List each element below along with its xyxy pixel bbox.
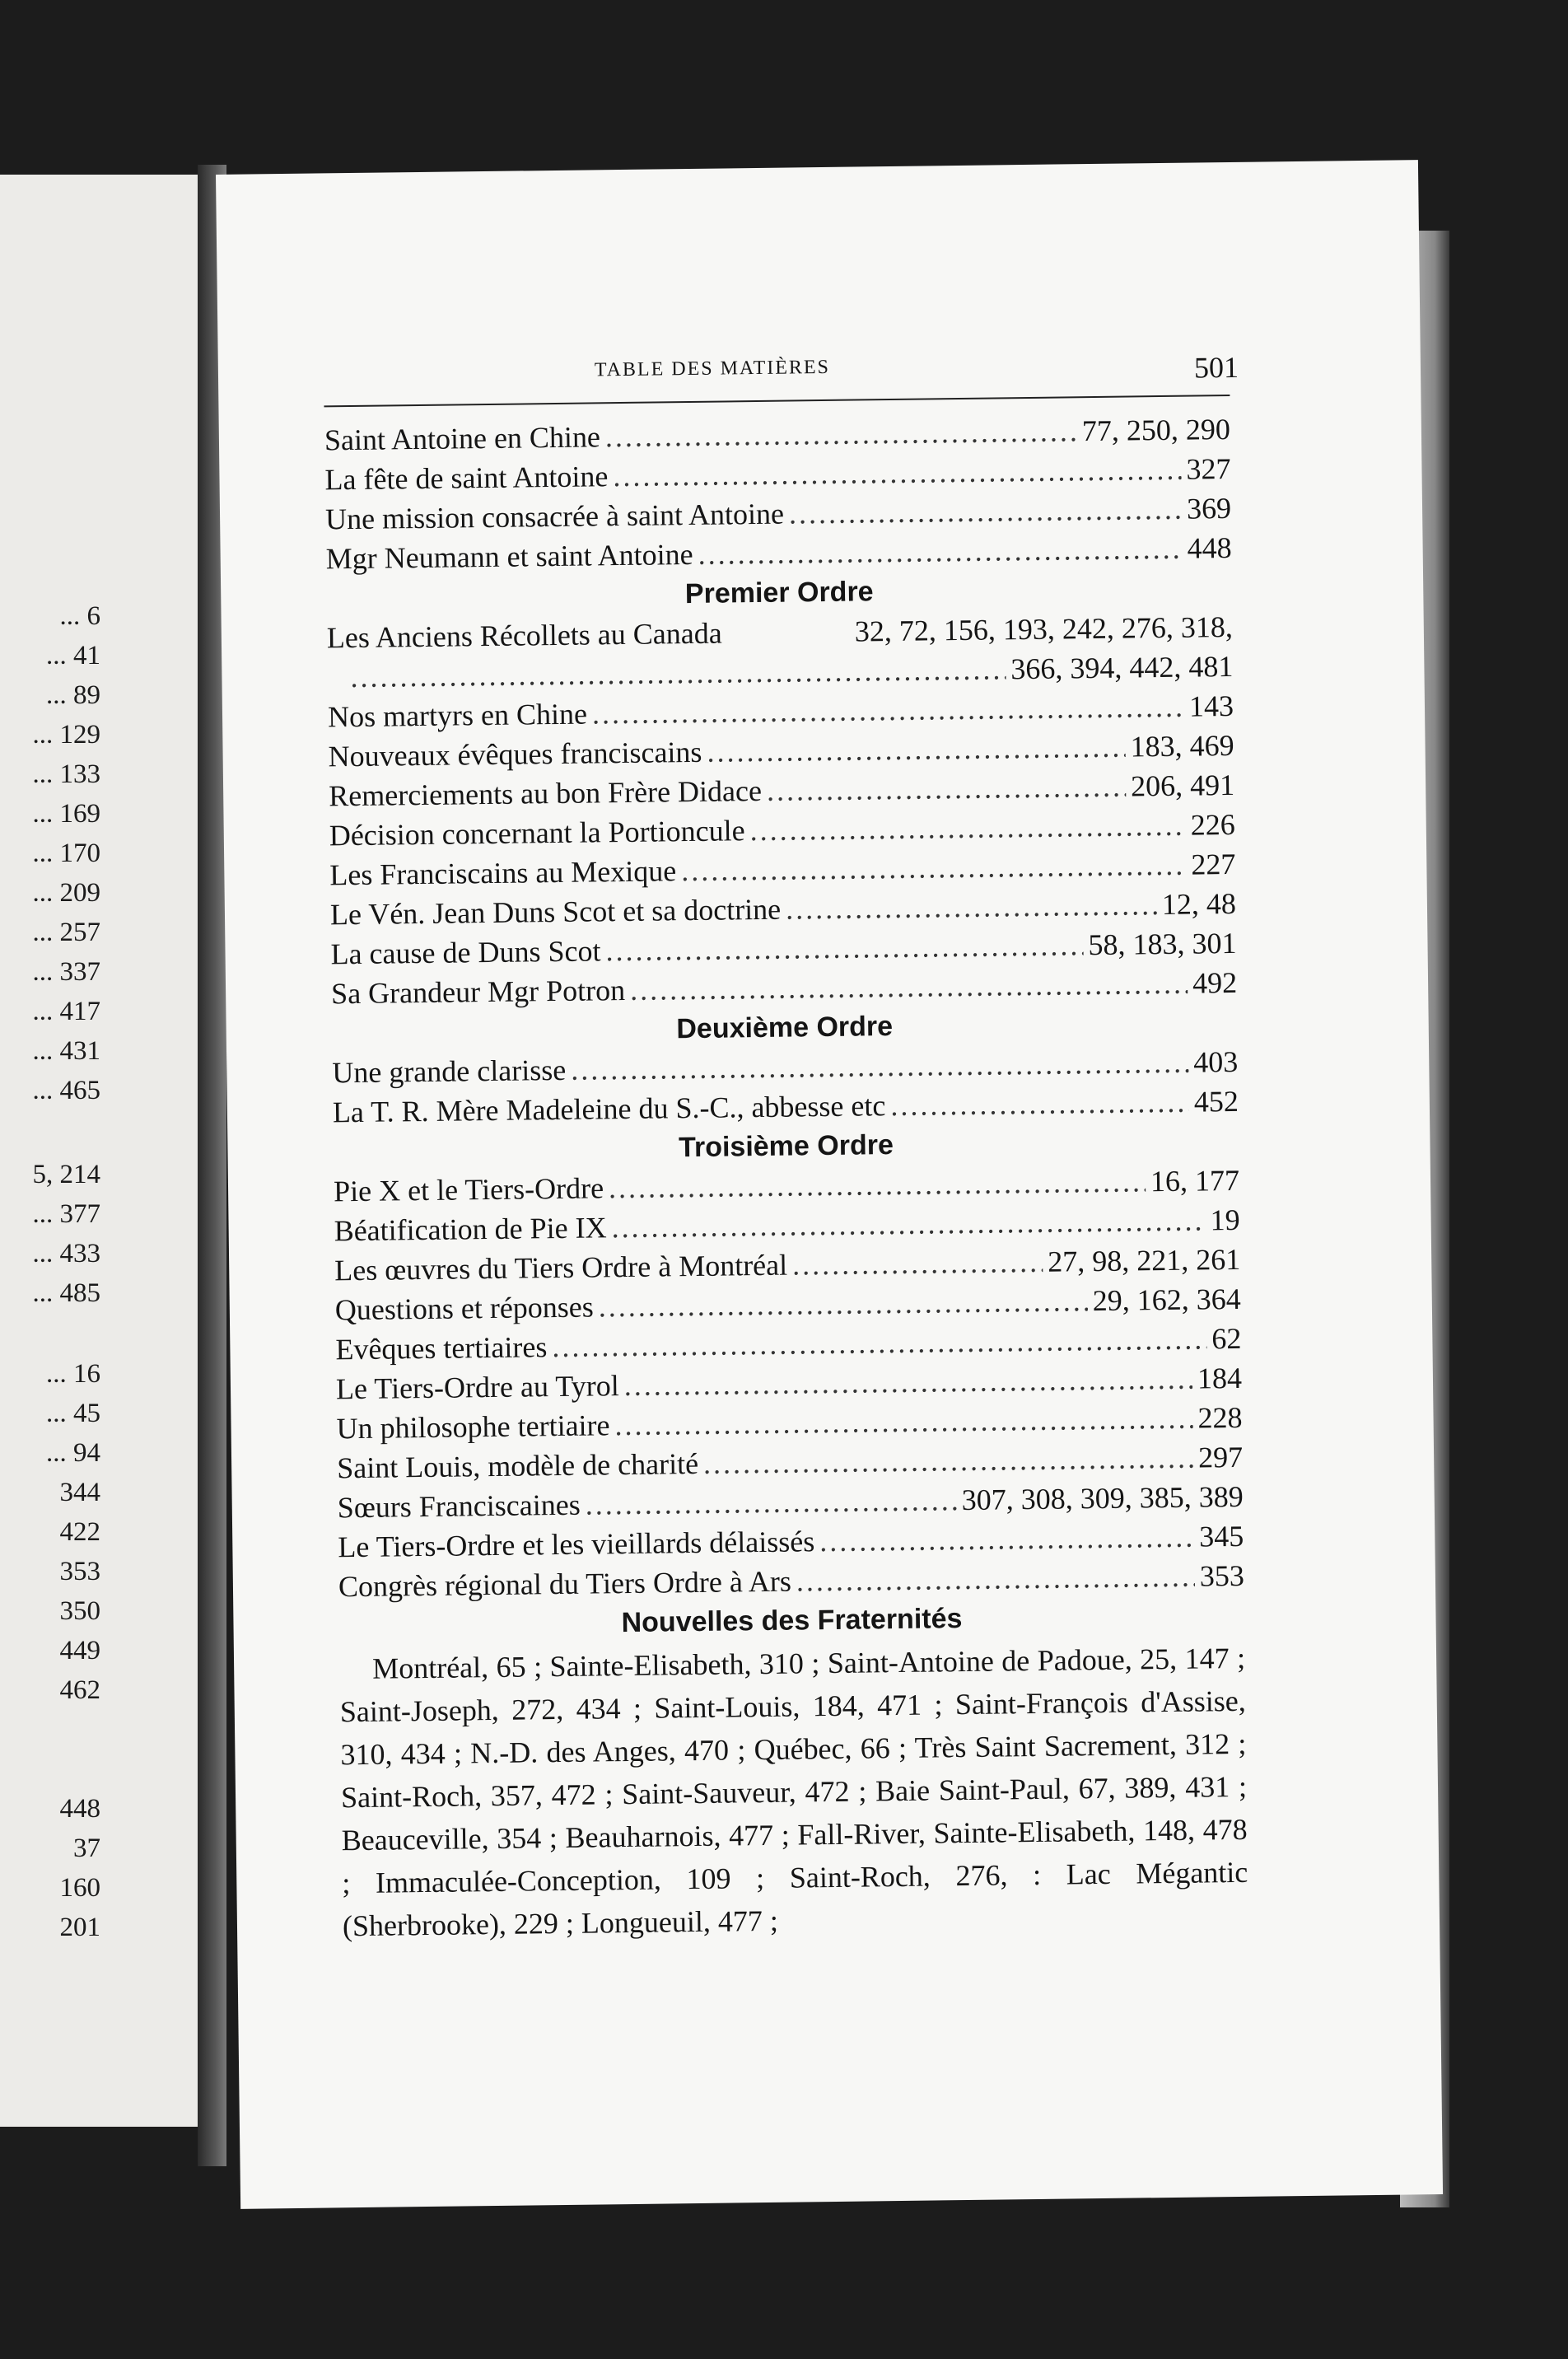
entry-title: Béatification de Pie IX xyxy=(334,1211,607,1248)
entry-pages: 183, 469 xyxy=(1130,728,1234,764)
leader-dots xyxy=(749,806,1186,850)
left-page-number: ... 209 xyxy=(33,878,101,909)
entry-title: Saint Louis, modèle de charité xyxy=(336,1446,699,1485)
entry-pages: 492 xyxy=(1192,965,1238,1000)
left-page-number: 448 xyxy=(59,1794,100,1824)
entry-title: Questions et réponses xyxy=(334,1290,595,1327)
entry-pages: 12, 48 xyxy=(1161,886,1237,922)
leader-dots xyxy=(609,1161,1146,1208)
entry-pages: 62 xyxy=(1211,1321,1242,1356)
entry-pages: 143 xyxy=(1188,689,1234,723)
entry-title: Congrès régional du Tiers Ordre à Ars xyxy=(338,1564,792,1604)
entry-pages: 369 xyxy=(1186,491,1232,526)
left-page-number: ... 170 xyxy=(33,838,101,869)
left-page-number: ... 89 xyxy=(46,680,100,711)
entry-title: Le Vén. Jean Duns Scot et sa doctrine xyxy=(329,892,782,932)
entry-title: Une mission consacrée à saint Antoine xyxy=(324,497,785,536)
leader-dots xyxy=(786,885,1157,929)
left-page-number: 37 xyxy=(73,1833,100,1863)
leader-dots xyxy=(796,1557,1196,1601)
index-page xyxy=(216,160,1443,2209)
entry-pages: 353 xyxy=(1199,1558,1245,1593)
entry-pages: 228 xyxy=(1197,1400,1243,1435)
entry-title: Remerciements au bon Frère Didace xyxy=(328,773,763,813)
entry-title: Les Franciscains au Mexique xyxy=(329,854,677,892)
entry-pages: 27, 98, 221, 261 xyxy=(1047,1242,1241,1278)
left-page-number: ... 485 xyxy=(33,1278,101,1309)
page-number: 501 xyxy=(1193,350,1239,385)
entry-pages: 452 xyxy=(1193,1084,1239,1119)
left-page-number: 422 xyxy=(59,1517,100,1547)
fraternity-news-paragraph: Montréal, 65 ; Sainte-Elisabeth, 310 ; Saint-Antoine de Padoue, 25, 147 ; Saint-Joseph, 272, 434 ; Saint-Louis, 184, 471 ; Saint-François d'Assise, 310, 434 ; N.-D. des Anges, 470 ; Québec, 66 ; Très Saint Sacrement, 312 ; Saint-Roch, 357, 472 ; Saint-Sauveur, 472 ; Baie Saint-Paul, 67, 389, 431 ; Beauceville, 354 ; Beauharnois, 477 ; Fall-River, Sainte-Elisabeth, 148, 478 ; Immaculée-Conception, 109 ; Saint-Roch, 276, : Lac Mégantic (Sherbrooke), 229 ; Longueuil, 477 ; xyxy=(339,1641,1248,1943)
entry-title: La fête de saint Antoine xyxy=(324,460,609,497)
left-page-number: ... 16 xyxy=(46,1359,100,1390)
leader-dots xyxy=(707,727,1126,772)
left-page-number: ... 129 xyxy=(33,720,101,750)
left-page-number: 449 xyxy=(59,1636,100,1665)
previous-page xyxy=(0,175,198,2127)
left-page-number: 462 xyxy=(59,1675,100,1705)
leader-dots xyxy=(698,529,1183,574)
entry-title: Mgr Neumann et saint Antoine xyxy=(325,537,693,576)
entry-title: Les œuvres du Tiers Ordre à Montréal xyxy=(334,1248,788,1287)
entry-pages: 58, 183, 301 xyxy=(1088,926,1237,962)
leader-dots xyxy=(792,1242,1043,1285)
leader-dots xyxy=(614,1399,1193,1446)
left-page-number: 344 xyxy=(59,1478,100,1507)
entry-title: Une grande clarisse xyxy=(332,1053,567,1090)
entry-pages: 366, 394, 442, 481 xyxy=(1010,649,1234,686)
table-of-contents xyxy=(324,409,1249,1947)
left-page-number: ... 169 xyxy=(33,799,101,829)
left-page-number: 201 xyxy=(59,1913,100,1942)
left-page-number: 160 xyxy=(59,1873,100,1903)
left-page-number: ... 417 xyxy=(33,997,101,1027)
running-title: TABLE DES MATIÈRES xyxy=(594,356,831,381)
left-page-number: ... 431 xyxy=(33,1036,101,1067)
leader-dots xyxy=(598,1281,1088,1326)
entry-pages: 19 xyxy=(1210,1203,1240,1237)
entry-title: Evêques tertiaires xyxy=(335,1330,548,1366)
entry-pages: 184 xyxy=(1197,1361,1243,1395)
left-page-number: ... 377 xyxy=(33,1199,101,1230)
leader-dots xyxy=(611,1200,1206,1247)
left-page-number: ... 433 xyxy=(33,1239,101,1269)
entry-title: Nouveaux évêques franciscains xyxy=(328,735,702,773)
leader-dots xyxy=(681,845,1187,890)
entry-pages: 297 xyxy=(1197,1440,1244,1474)
left-page-number: ... 94 xyxy=(46,1438,100,1469)
left-page-number: ... 41 xyxy=(46,641,100,671)
entry-pages: 403 xyxy=(1193,1044,1239,1079)
entry-title: Les Anciens Récollets au Canada xyxy=(326,616,722,655)
leader-dots xyxy=(630,964,1188,1010)
entry-title: Sœurs Franciscaines xyxy=(337,1488,581,1525)
section-heading-nouvelles: Nouvelles des Fraternités xyxy=(621,1603,963,1639)
left-page-number: ... 6 xyxy=(60,601,101,632)
left-page-number: ... 45 xyxy=(46,1399,100,1429)
entry-pages: 77, 250, 290 xyxy=(1081,412,1231,448)
entry-pages: 206, 491 xyxy=(1130,768,1235,803)
entry-pages: 32, 72, 156, 193, 242, 276, 318, xyxy=(854,610,1234,648)
entry-title: Pie X et le Tiers-Ordre xyxy=(333,1171,604,1208)
entry-pages: 29, 162, 364 xyxy=(1092,1282,1242,1318)
left-page-number: 5, 214 xyxy=(32,1160,100,1189)
leader-dots xyxy=(703,1438,1194,1483)
entry-pages: 227 xyxy=(1191,847,1236,881)
entry-title: Le Tiers-Ordre au Tyrol xyxy=(335,1369,620,1406)
left-page-number: ... 133 xyxy=(33,759,101,790)
section-heading-premier-ordre: Premier Ordre xyxy=(684,576,874,610)
left-page-number: 350 xyxy=(59,1596,100,1626)
entry-pages: 327 xyxy=(1186,451,1231,486)
left-page-number: ... 337 xyxy=(33,957,101,988)
entry-pages: 307, 308, 309, 385, 389 xyxy=(961,1479,1244,1517)
leader-dots xyxy=(605,411,1078,456)
leader-dots xyxy=(767,767,1127,810)
left-page-number: ... 257 xyxy=(33,918,101,948)
entry-title: Un philosophe tertiaire xyxy=(336,1408,610,1446)
entry-pages: 448 xyxy=(1187,530,1232,565)
entry-pages: 226 xyxy=(1190,807,1235,842)
header-rule xyxy=(324,395,1230,407)
left-page-number: 353 xyxy=(59,1557,100,1586)
entry-title: La T. R. Mère Madeleine du S.-C., abbesse etc xyxy=(332,1089,886,1129)
entry-title: Décision concernant la Portioncule xyxy=(329,814,745,853)
section-heading-troisieme-ordre: Troisième Ordre xyxy=(678,1129,894,1164)
leader-dots xyxy=(605,925,1084,970)
entry-title: Le Tiers-Ordre et les vieillards délaissés xyxy=(338,1525,815,1564)
section-heading-deuxieme-ordre: Deuxième Ordre xyxy=(676,1011,894,1045)
leader-dots xyxy=(585,1480,957,1525)
leader-dots xyxy=(819,1517,1195,1562)
entry-title: Saint Antoine en Chine xyxy=(324,420,601,457)
entry-pages: 16, 177 xyxy=(1150,1163,1240,1198)
left-page-number: ... 465 xyxy=(33,1076,101,1106)
leader-dots xyxy=(592,687,1185,734)
entry-title: Nos martyrs en Chine xyxy=(327,697,588,734)
leader-dots xyxy=(613,450,1182,496)
entry-title: La cause de Duns Scot xyxy=(330,934,601,971)
entry-pages: 345 xyxy=(1199,1519,1244,1553)
leader-dots xyxy=(890,1082,1189,1125)
entry-title: Sa Grandeur Mgr Potron xyxy=(330,974,626,1011)
leader-dots xyxy=(789,489,1183,534)
leader-dots xyxy=(623,1359,1192,1405)
